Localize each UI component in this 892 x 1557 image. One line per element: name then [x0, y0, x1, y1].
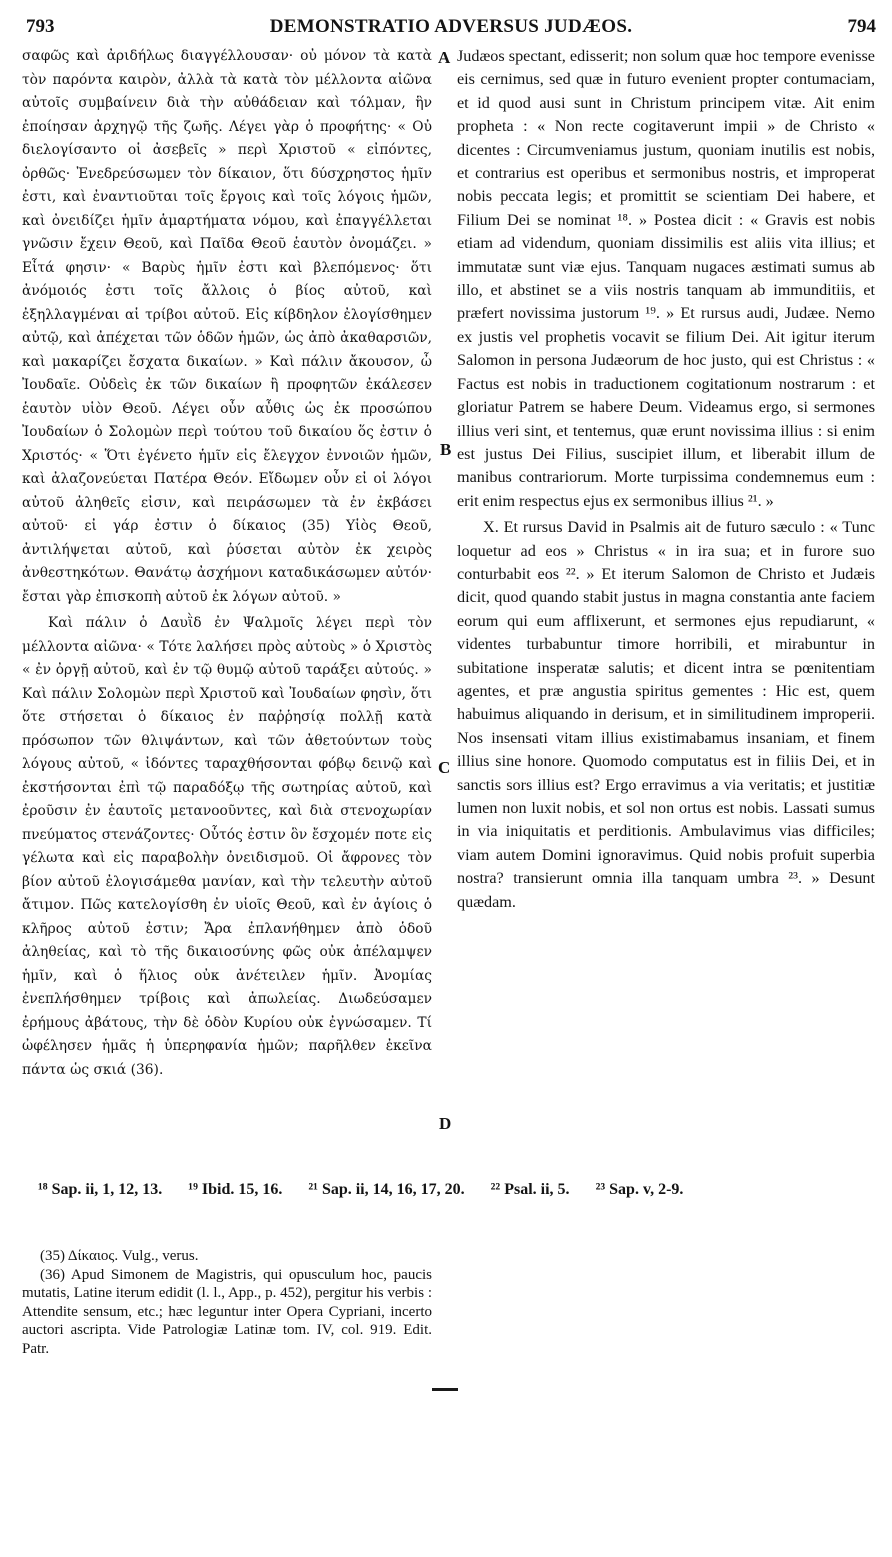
page-number-right: 794 — [847, 16, 876, 37]
note-36: (36) Apud Simonem de Magistris, qui opusculum hoc, paucis mutatis, Latine iterum edidit (l. l., App., p. 452), pergitur his verbis : Attendite sensum, etc.; hæc leguntur inter Opera Cypriani, incerto auctori ascripta. Vide Patrologiæ Latinæ tom. IV, col. 919. Edit. Patr. — [22, 1266, 432, 1357]
page-number-left: 793 — [26, 16, 55, 37]
section-marker-a: A — [438, 48, 451, 67]
scripture-references — [38, 1181, 878, 1199]
page-header — [26, 14, 876, 42]
end-rule — [432, 1388, 458, 1391]
greek-paragraph-1: σαφῶς καὶ ἀριδήλως διαγγέλλουσαν· οὐ μόνον τὰ κατὰ τὸν παρόντα καιρὸν, ἀλλὰ τὰ κατὰ τὸν μέλλοντα αἰῶνα αὐτοῖς συμβαίνειν διὰ τὴν αὐθάδειαν καὶ τόλμαν, ἣν ἐποίησαν ἀρχηγῷ τῆς ζωῆς. Λέγει γὰρ ὁ προφήτης· « Οὐ διελογίσαντο οἱ ἀσεβεῖς » περὶ Χριστοῦ « εἰπόντες, ὀρθῶς· Ἐνεδρεύσωμεν τὸν δίκαιον, ὅτι δύσχρηστος ἡμῖν ἐστι, καὶ ἐναντιοῦται τοῖς ἔργοις καὶ τοῖς λόγοις ἡμῶν, καὶ ὀνειδίζει ἡμῖν ἁμαρτήματα νόμου, καὶ ἐπαγγέλλεται γνῶσιν ἔχειν Θεοῦ, καὶ Παῖδα Θεοῦ ἑαυτὸν ὀνομάζει. » Εἶτά φησιν· « Βαρὺς ἡμῖν ἐστι καὶ βλεπόμενος· ὅτι ἀνόμοιός ἐστι τοῖς ἄλλοις ὁ βίος αὐτοῦ, καὶ ἐξηλλαγμέναι αἱ τρίβοι αὐτοῦ. Εἰς κίβδηλον ἐλογίσθημεν αὐτῷ, καὶ ἀπέχεται τῶν ὁδῶν ἡμῶν, ὡς ἀπὸ ἀκαθαρσιῶν, καὶ μακαρίζει ἔσχατα δικαίων. » Καὶ πάλιν ἄκουσον, ὦ Ἰουδαῖε. Οὐδεὶς ἐκ τῶν δικαίων ἢ προφητῶν ἐκάλεσεν ἑαυτὸν υἱὸν Θεοῦ. Λέγει οὖν αὖθις ὡς ἐκ προσώπου Ἰουδαίων ὁ Σολομὼν περὶ τούτου τοῦ δικαίου ὅς ἐστιν ὁ Χριστός· « Ὅτι ἐγένετο ἡμῖν εἰς ἔλεγχον ἐννοιῶν ἡμῶν, καὶ ἀλαζονεύεται Πατέρα Θεόν. Εἴδωμεν οὖν εἰ οἱ λόγοι αὐτοῦ ἀληθεῖς εἰσιν, καὶ πειράσωμεν τὰ ἐν ἐκβάσει αὐτοῦ· εἰ γάρ ἐστιν ὁ δίκαιος (35) Υἱὸς Θεοῦ, ἀντιλήψεται αὐτοῦ, καὶ ῥύσεται αὐτὸν ἐκ χειρὸς ἀνθεστηκότων. Θανάτῳ ἀσχήμονι καταδικάσωμεν αὐτόν· ἔσται γὰρ ἐπισκοπὴ αὐτοῦ ἐκ λόγων αὐτοῦ. » — [22, 48, 432, 605]
latin-paragraph-1: Judæos spectant, edisserit; non solum quæ hoc tempore evenisse eis cernimus, sed quæ in futuro evenient propter contumaciam, et id quod ausi sunt in Christum principem vitæ. Ait enim propheta : « Non recte cogitaverunt impii » de Christo « dicentes : Circumveniamus justum, quoniam inutilis est nobis, et contrarius est operibus et sermonibus nostris, et improperat nobis peccata legis; et promittit se scientiam Dei habere, et Filium Dei se nominat ¹⁸. » Postea dicit : « Gravis est nobis etiam ad videndum, quoniam dissimilis est aliis vita illius; et immutatæ sunt viæ ejus. Tanquam nugaces æstimati sumus ab illo, et abstinet se a viis nostris tanquam ab immunditiis, et præfert novissima justorum ¹⁹. » Et rursus audi, Judæe. Nemo ex justis vel prophetis vocavit se filium Dei. Ait igitur iterum Salomon in persona Judæorum de hoc justo, qui est Christus : « Factus est nobis in traductionem cogitationum nostrarum : et gloriatur Patrem se habere Deum. Videamus ergo, si sermones illius veri sint, et tentemus, quæ erunt novissima illius : si enim est justus Dei Filius, suscipiet illum, et liberabit illum de manibus contrariorum. Morte turpissima condemnemus eum : erit enim respectus ejus ex sermonibus illius ²¹. » — [457, 47, 875, 510]
reference-21: ²¹ Sap. ii, 14, 16, 17, 20. — [308, 1181, 465, 1198]
reference-18: ¹⁸ Sap. ii, 1, 12, 13. — [38, 1181, 163, 1198]
editorial-notes-left — [22, 1247, 432, 1358]
latin-paragraph-2: X. Et rursus David in Psalmis ait de futuro sæculo : « Tunc loquetur ad eos » Christus « in ira sua; et in furore suo conturbabit eos ²². » Et iterum Salomon de Christo et Judæis dicit, quod quando stabit justus in magna constantia ante faciem eorum qui eum afflixerunt, et sermones ejus repudiarunt, « videntes turbabuntur timore horribili, et mirabuntur in subitatione insperatæ salutis; et dicent intra se pœnitentiam agentes, et præ angustia spiritus gementes : Hic est, quem habuimus aliquando in derisum, et in similitudinem improperii. Nos insensati vitam illius existimabamus insaniam, et finem illius sine honore. Quomodo computatus est in filiis Dei, et in sanctis sors illius est? Ergo erravimus a via veritatis; et justitiæ lumen non luxit nobis, et sol non ortus est nobis. Lassati sumus in via iniquitatis et perditionis. Ambulavimus vias difficiles; viam autem Domini ignoravimus. Quid nobis profuit superbia nostra? transierunt omnia illa tanquam umbra ²³. » Desunt quædam. — [457, 518, 875, 911]
reference-23: ²³ Sap. v, 2-9. — [595, 1181, 684, 1198]
section-marker-b: B — [440, 440, 452, 459]
reference-22: ²² Psal. ii, 5. — [490, 1181, 570, 1198]
section-marker-c: C — [438, 758, 451, 777]
note-35: (35) Δίκαιος. Vulg., verus. — [40, 1248, 199, 1264]
reference-19: ¹⁹ Ibid. 15, 16. — [188, 1181, 283, 1198]
running-title: DEMONSTRATIO ADVERSUS JUDÆOS. — [269, 16, 633, 37]
greek-paragraph-2: Καὶ πάλιν ὁ Δαυῒδ ἐν Ψαλμοῖς λέγει περὶ τὸν μέλλοντα αἰῶνα· « Τότε λαλήσει πρὸς αὐτοὺς » ὁ Χριστὸς « ἐν ὀργῇ αὐτοῦ, καὶ ἐν τῷ θυμῷ αὐτοῦ ταράξει αὐτούς. » Καὶ πάλιν Σολομὼν περὶ Χριστοῦ καὶ Ἰουδαίων φησὶν, ὅτι ὅτε στήσεται ὁ δίκαιος ἐν παῤῥησίᾳ πολλῇ κατὰ πρόσωπον τῶν θλιψάντων, καὶ τῶν ἀθετούντων τοὺς λόγους αὐτοῦ, « ἰδόντες ταραχθήσονται φόβῳ δεινῷ καὶ ἐκστήσονται ἐπὶ τῷ παραδόξῳ τῆς σωτηρίας αὐτοῦ, καὶ ἐροῦσιν ἐν ἑαυτοῖς μετανοοῦντες, καὶ διὰ στενοχωρίαν πνεύματος στενάζοντες· Οὗτός ἐστιν ὃν ἔσχομέν ποτε εἰς γέλωτα καὶ εἰς παραβολὴν ὀνειδισμοῦ. Οἱ ἄφρονες τὸν βίον αὐτοῦ ἐλογισάμεθα μανίαν, καὶ τὴν τελευτὴν αὐτοῦ ἄτιμον. Πῶς κατελογίσθη ἐν υἱοῖς Θεοῦ, καὶ ἐν ἁγίοις ὁ κλῆρος αὐτοῦ ἐστιν; Ἄρα ἐπλανήθημεν ἀπὸ ὁδοῦ ἀληθείας, καὶ τὸ τῆς δικαιοσύνης φῶς οὐκ ἀπέλαμψεν ἡμῖν, καὶ ὁ ἥλιος οὐκ ἀνέτειλεν ἡμῖν. Ἀνομίας ἐνεπλήσθημεν τρίβοις καὶ ἀπωλείας. Διωδεύσαμεν ἐρήμους ἀβάτους, τὴν δὲ ὁδὸν Κυρίου οὐκ ἐγνώσαμεν. Τί ὠφέλησεν ἡμᾶς ἡ ὑπερηφανία ἡμῶν; παρῆλθεν ἐκεῖνα πάντα ὡς σκιά (36). — [22, 615, 432, 1078]
section-marker-d: D — [439, 1114, 452, 1133]
greek-column — [22, 45, 432, 1082]
latin-column — [457, 45, 875, 914]
